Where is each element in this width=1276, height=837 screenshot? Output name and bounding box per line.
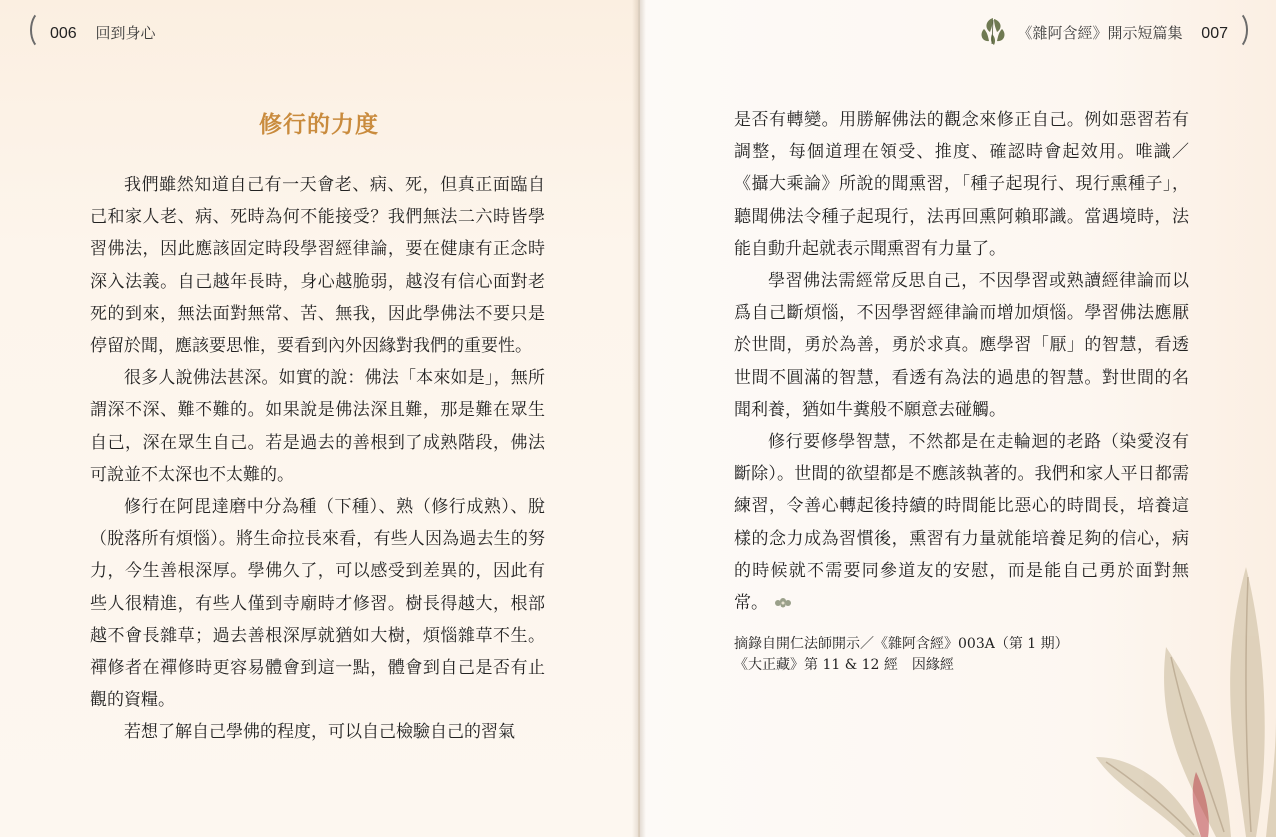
paragraph [734,426,1189,619]
section-title: 修行的力度 [259,111,379,138]
paragraph: 是否有轉變。用勝解佛法的觀念來修正自己。例如惡習若有調整，每個道理在領受、推度、確認時會起效用。唯識／《攝大乘論》所說的聞熏習，「種子起現行、現行熏種子」，聽聞佛法令種子起現行，法再回熏阿賴耶識。當遇境時，法能自動升起就表示聞熏習有力量了。 [734,110,1189,259]
left-header-title: 回到身心 [95,24,156,42]
right-page [640,0,1276,837]
left-running-header [50,22,156,43]
left-body-text [90,169,545,749]
paragraph: 若想了解自己學佛的程度，可以自己檢驗自己的習氣 [124,722,515,743]
right-running-header [1018,22,1229,43]
citation [734,634,1204,676]
paragraph-text: 修行要修學智慧，不然都是在走輪迴的老路（染愛沒有斷除）。世間的欲望都是不應該執著的。我們和家人平日都需練習，令善心轉起後持續的時間能比惡心的時間長，培養這樣的念力成為習慣後，熏習有力量就能培養足夠的信心，病的時候就不需要同參道友的安慰，而是能自己勇於面對無常。 [734,432,1189,614]
right-body-text [734,104,1189,619]
paragraph: 修行在阿毘達磨中分為種（下種）、熟（修行成熟）、脫（脫落所有煩惱）。將生命拉長來看，有些人因為過去生的努力，今生善根深厚。學佛久了，可以感受到差異的，因此有些人很精進，有些人僅到寺廟時才修習。樹長得越大，根部越不會長雜草；過去善根深厚就猶如大樹，煩惱雜草不生。禪修者在禪修時更容易體會到這一點，體會到自己是否有止觀的資糧。 [90,497,545,711]
left-page-number: 006 [50,25,77,42]
leaf-icon [976,14,1010,48]
citation-line: 《大正藏》第 11 & 12 經 因緣經 [734,657,954,673]
book-spine [632,0,646,837]
paragraph: 學習佛法需經常反思自己，不因學習或熟讀經律論而以爲自己斷煩惱，不因學習經律論而增加煩惱。學習佛法應厭於世間，勇於為善，勇於求真。應學習「厭」的智慧，看透世間不圓滿的智慧，看透有為法的過患的智慧。對世間的名聞利養，猶如牛糞般不願意去碰觸。 [734,271,1189,420]
right-page-number: 007 [1201,25,1228,42]
flower-ornament-icon [772,596,794,610]
citation-line: 摘錄自開仁法師開示／《雜阿含經》003A（第 1 期） [734,636,1069,652]
paragraph: 很多人說佛法甚深。如實的說：佛法「本來如是」，無所謂深不深、難不難的。如果說是佛法深且難，那是難在眾生自己，深在眾生自己。若是過去的善根到了成熟階段，佛法可說並不太深也不太難的。 [90,368,545,485]
paragraph: 我們雖然知道自己有一天會老、病、死，但真正面臨自己和家人老、病、死時為何不能接受？我們無法二六時皆學習佛法，因此應該固定時段學習經律論，要在健康有正念時深入法義。自己越年長時，身心越脆弱，越沒有信心面對老死的到來，無法面對無常、苦、無我，因此學佛法不要只是停留於聞，應該要思惟，要看到內外因緣對我們的重要性。 [90,175,545,357]
right-header-title: 《雜阿含經》開示短篇集 [1017,24,1183,42]
